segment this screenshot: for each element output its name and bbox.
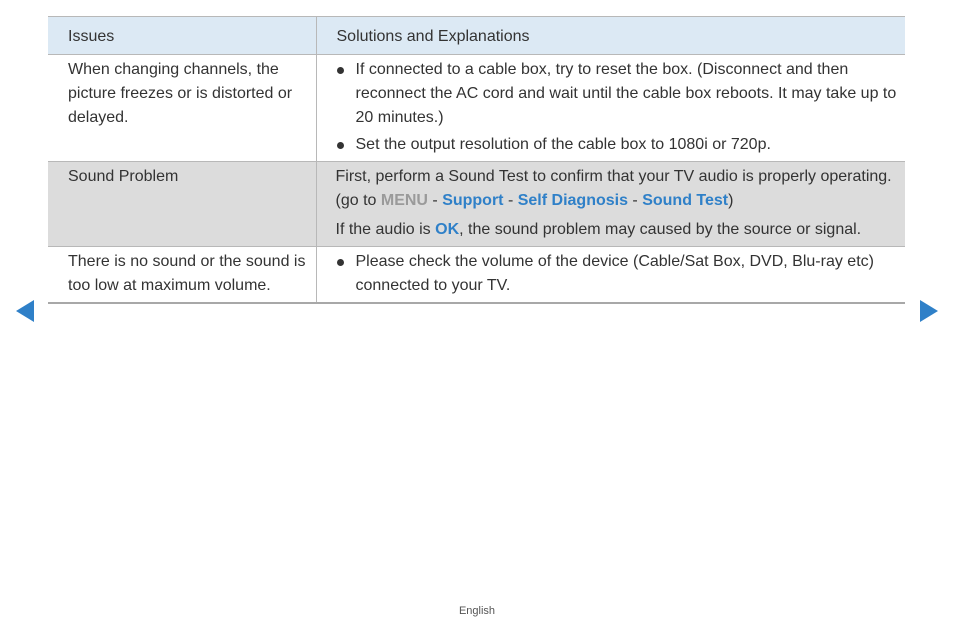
menu-path-support: Support — [442, 192, 504, 209]
paragraph-text: ) — [728, 192, 734, 209]
footer-language: English — [458, 605, 496, 617]
solution-cell — [316, 162, 905, 247]
table-row — [48, 55, 905, 162]
issue-cell: When changing channels, the picture freezes or is distorted or delayed. — [48, 55, 316, 162]
menu-path-menu: MENU — [380, 192, 428, 209]
list-item: Set the output resolution of the cable box to 1080i or 720p. — [336, 133, 898, 157]
solution-list — [336, 58, 898, 157]
column-header-issues: Issues — [48, 17, 316, 55]
list-item: Please check the volume of the device (Cable/Sat Box, DVD, Blu-ray etc) connected to your TV. — [336, 250, 898, 298]
table-row — [48, 162, 905, 247]
menu-separator: - — [503, 192, 518, 209]
menu-path-self-diagnosis: Self Diagnosis — [517, 192, 628, 209]
menu-separator: - — [627, 192, 643, 209]
paragraph-text: , the sound problem may caused by the source or signal. — [459, 221, 862, 238]
issue-cell: Sound Problem — [48, 162, 316, 247]
ok-label: OK — [435, 221, 460, 238]
solution-list — [336, 250, 898, 298]
solution-cell — [316, 247, 905, 304]
paragraph-text: If the audio is — [335, 221, 436, 238]
solution-cell — [316, 55, 905, 162]
troubleshooting-table — [48, 16, 905, 304]
triangle-left-icon[interactable] — [16, 300, 34, 322]
table-row — [48, 247, 905, 304]
issue-cell: There is no sound or the sound is too low at maximum volume. — [48, 247, 316, 304]
sound-test-paragraph — [336, 165, 898, 213]
triangle-right-icon[interactable] — [920, 300, 938, 322]
table-header-row — [48, 17, 905, 55]
menu-separator: - — [427, 192, 443, 209]
menu-path-sound-test: Sound Test — [642, 192, 729, 209]
paragraph-text: First, perform a Sound Test to confirm that your TV audio is properly operating. (go to — [335, 168, 892, 209]
column-header-solutions: Solutions and Explanations — [316, 17, 905, 55]
audio-ok-paragraph — [336, 218, 898, 242]
list-item: If connected to a cable box, try to reset the box. (Disconnect and then reconnect the AC cord and wait until the cable box reboots. It may take up to 20 minutes.) — [336, 58, 898, 130]
